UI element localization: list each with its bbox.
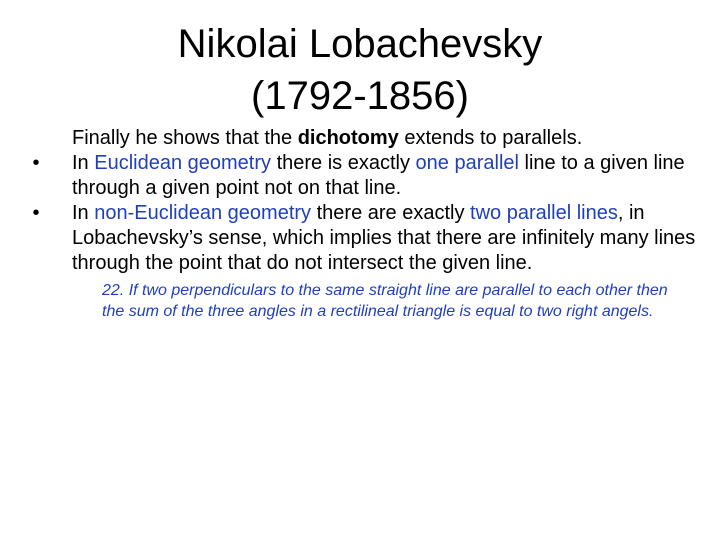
intro-text-before: Finally he shows that the [72,127,298,149]
bullet1-text-1: In [72,152,95,174]
bullet-non-euclidean [32,201,704,276]
intro-paragraph [72,126,704,151]
bullet1-text-3: line to a given line through a given point not on that line. [72,152,685,199]
bullet2-highlight-two-parallel: two parallel lines [470,202,618,224]
title-name: Nikolai Lobachevsky [177,22,543,66]
bullet-dot-icon: • [32,152,40,174]
proposition-quote: 22. If two perpendiculars to the same straight line are parallel to each other then the sum of the three angles in a rectilineal triangle is equal to two right angels. [102,282,668,320]
bullet-dot-icon: • [32,202,40,224]
slide-title [60,18,660,122]
slide-body [24,126,704,322]
bullet1-highlight-euclidean: Euclidean geometry [94,152,272,174]
bullet-euclidean [32,151,704,201]
bullet2-text-1: In [72,202,95,224]
bullet2-highlight-non-euclidean: non-Euclidean geometry [94,202,312,224]
intro-text-after: extends to parallels. [398,127,583,149]
bullet2-text-2: there are exactly [311,202,471,224]
bullet1-text-2: there is exactly [271,152,416,174]
bullet2-text-3: , in Lobachevsky’s sense, which implies that there are infinitely many lines through the point that do not intersect the given line. [72,202,696,274]
intro-emphasis: dichotomy [297,127,399,149]
bullet1-highlight-one-parallel: one parallel [415,152,519,174]
title-dates: (1792-1856) [251,74,469,118]
